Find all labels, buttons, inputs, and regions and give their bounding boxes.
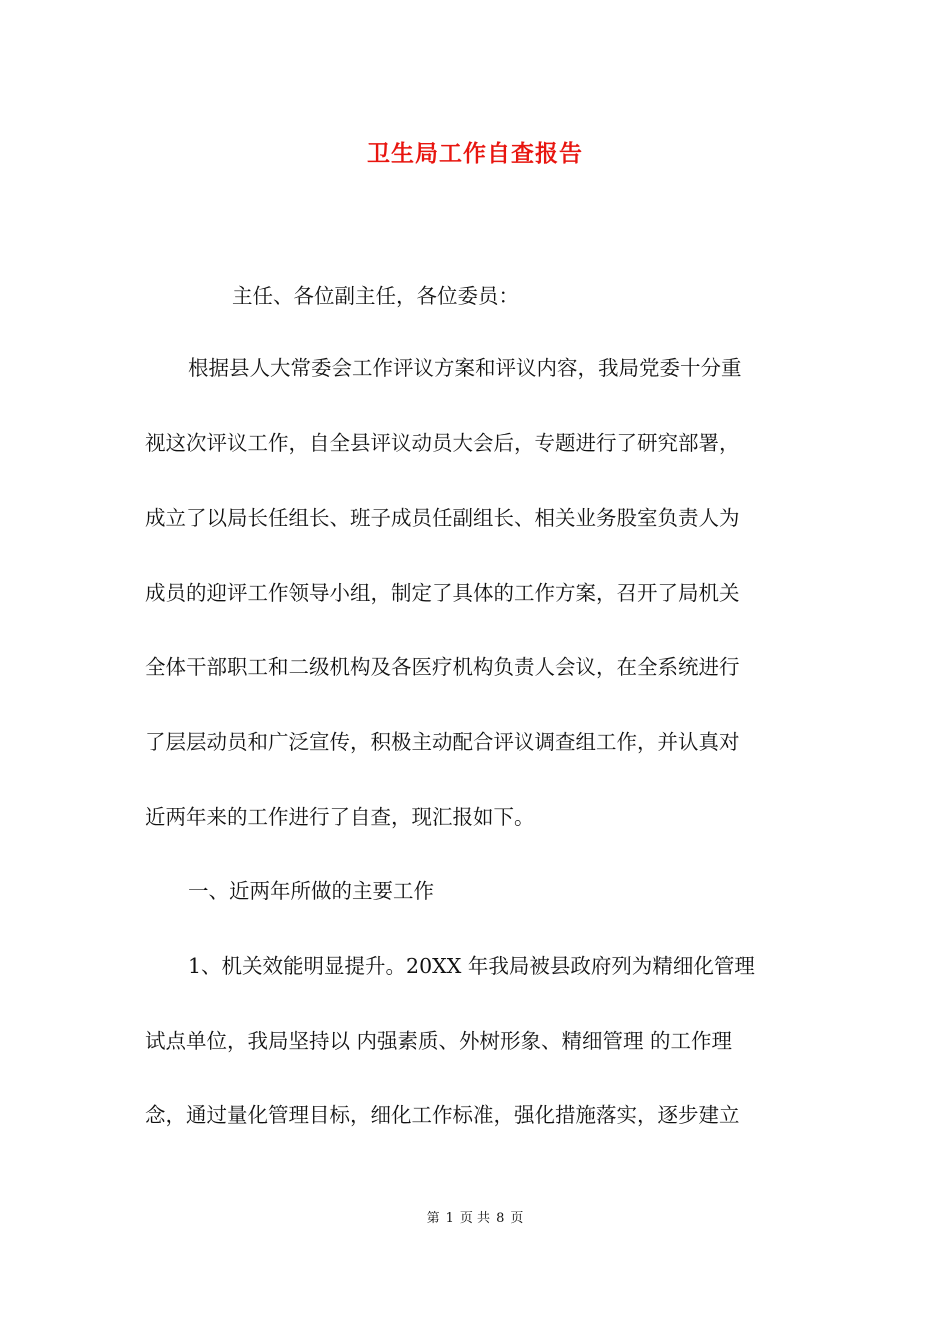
body-line-3: 成立了以局长任组长、班子成员任副组长、相关业务股室负责人为	[145, 506, 740, 530]
body-line-9: 1、机关效能明显提升。20XX 年我局被县政府列为精细化管理	[188, 954, 755, 978]
body-line-4: 成员的迎评工作领导小组，制定了具体的工作方案，召开了局机关	[145, 581, 740, 605]
page-footer	[0, 1209, 950, 1229]
document-title: 卫生局工作自查报告	[367, 140, 583, 167]
body-line-7: 近两年来的工作进行了自查，现汇报如下。	[145, 805, 535, 829]
body-line-6: 了层层动员和广泛宣传，积极主动配合评议调查组工作，并认真对	[145, 730, 740, 754]
footer-mid: 页 共	[459, 1211, 491, 1226]
body-line-1: 根据县人大常委会工作评议方案和评议内容，我局党委十分重	[188, 356, 742, 380]
salutation: 主任、各位副主任，各位委员：	[232, 284, 519, 308]
footer-total-pages: 8	[496, 1211, 505, 1226]
footer-prefix: 第	[426, 1211, 440, 1226]
body-line-5: 全体干部职工和二级机构及各医疗机构负责人会议，在全系统进行	[145, 655, 740, 679]
body-line-10: 试点单位，我局坚持以 内强素质、外树形象、精细管理 的工作理	[145, 1029, 733, 1053]
footer-suffix: 页	[510, 1211, 524, 1226]
body-line-2: 视这次评议工作，自全县评议动员大会后，专题进行了研究部署，	[145, 431, 740, 455]
footer-current-page: 1	[445, 1211, 454, 1226]
body-line-11: 念，通过量化管理目标，细化工作标准，强化措施落实，逐步建立	[145, 1103, 740, 1127]
section-heading: 一、近两年所做的主要工作	[188, 879, 434, 903]
